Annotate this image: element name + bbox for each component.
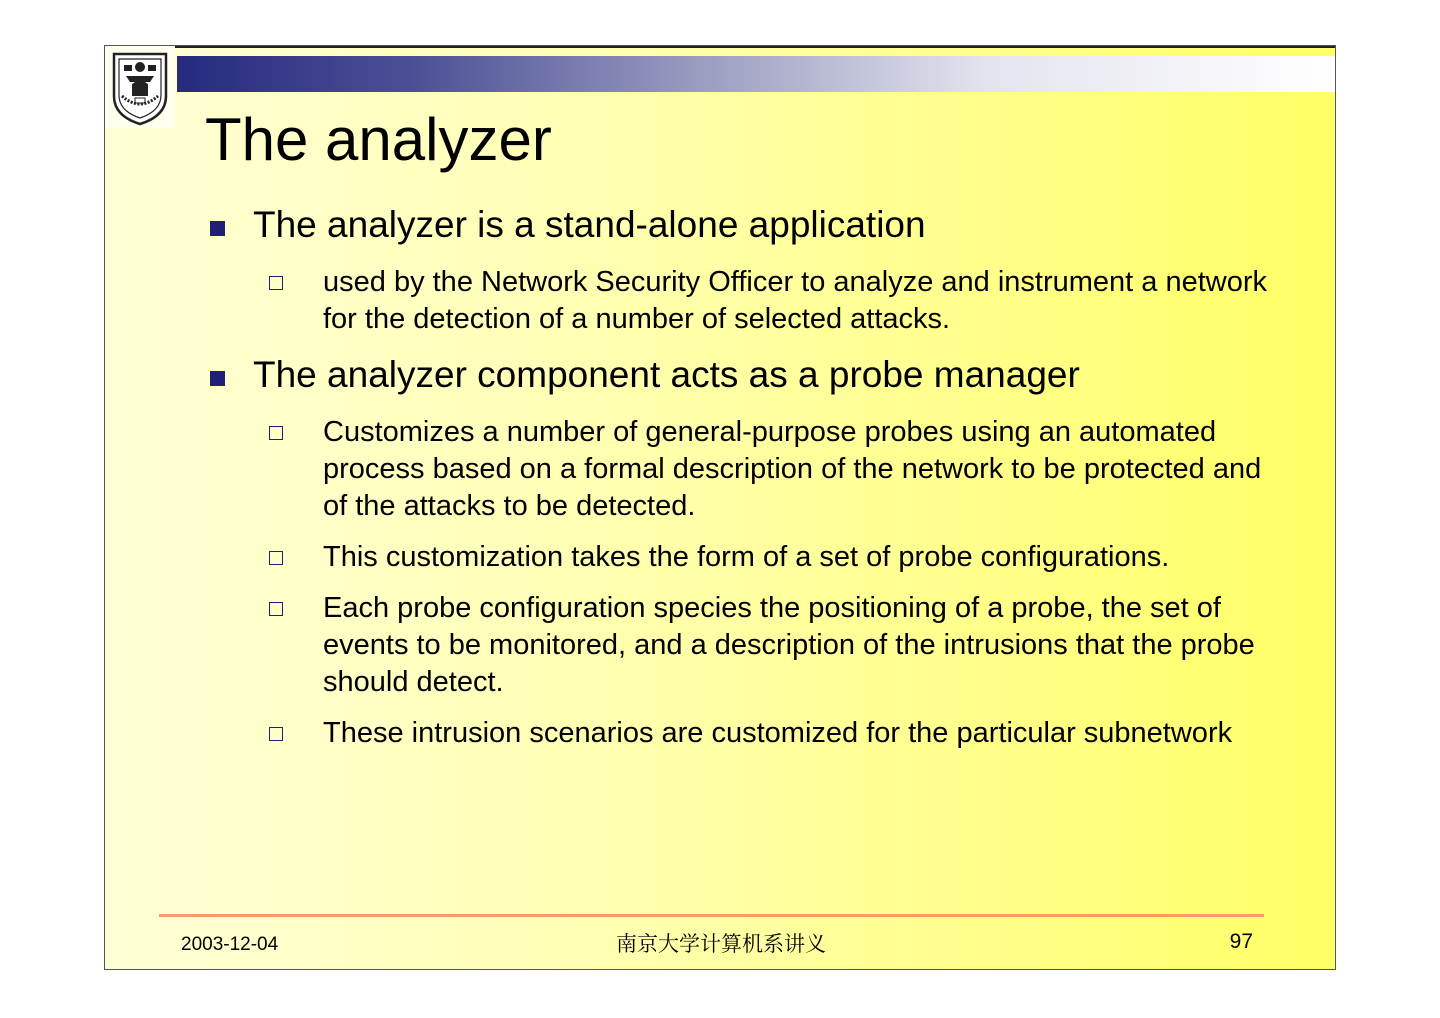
sub-bullet-item xyxy=(205,264,1275,338)
sub-bullet-item xyxy=(205,414,1275,525)
hollow-square-bullet-icon xyxy=(269,602,283,616)
sub-bullet-item xyxy=(205,539,1275,576)
square-bullet-icon xyxy=(210,371,225,386)
bullet-text: The analyzer is a stand-alone application xyxy=(253,204,926,245)
sub-bullet-item xyxy=(205,715,1275,752)
bullet-item xyxy=(205,202,1275,248)
header-gradient-bar xyxy=(177,56,1335,92)
hollow-square-bullet-icon xyxy=(269,727,283,741)
bullet-text: The analyzer component acts as a probe manager xyxy=(253,354,1080,395)
sub-bullet-text: This customization takes the form of a set of probe configurations. xyxy=(323,541,1170,573)
slide-number: 97 xyxy=(1229,930,1253,953)
sub-bullet-text: used by the Network Security Officer to analyze and instrument a network for the detection of a number of selected attacks. xyxy=(323,266,1268,335)
slide xyxy=(104,45,1336,970)
sub-bullet-text: Customizes a number of general-purpose probes using an automated process based on a formal description of the network to be protected and of the attacks to be detected. xyxy=(323,416,1262,522)
square-bullet-icon xyxy=(210,221,225,236)
hollow-square-bullet-icon xyxy=(269,426,283,440)
bullet-item xyxy=(205,352,1275,398)
hollow-square-bullet-icon xyxy=(269,276,283,290)
hollow-square-bullet-icon xyxy=(269,551,283,565)
footer-date: 2003-12-04 xyxy=(181,934,279,955)
top-rule xyxy=(175,46,1335,48)
sub-bullet-text: These intrusion scenarios are customized for the particular subnetwork xyxy=(323,717,1233,749)
slide-title: The analyzer xyxy=(205,106,552,173)
footer-divider xyxy=(159,914,1264,917)
sub-bullet-item xyxy=(205,590,1275,701)
footer-course-title: 南京大学计算机系讲义 xyxy=(616,932,826,956)
slide-content xyxy=(205,202,1275,772)
sub-bullet-text: Each probe configuration species the positioning of a probe, the set of events to be monitored, and a description of the intrusions that the probe should detect. xyxy=(323,592,1255,698)
university-logo xyxy=(105,46,175,128)
university-crest-icon xyxy=(110,52,170,126)
